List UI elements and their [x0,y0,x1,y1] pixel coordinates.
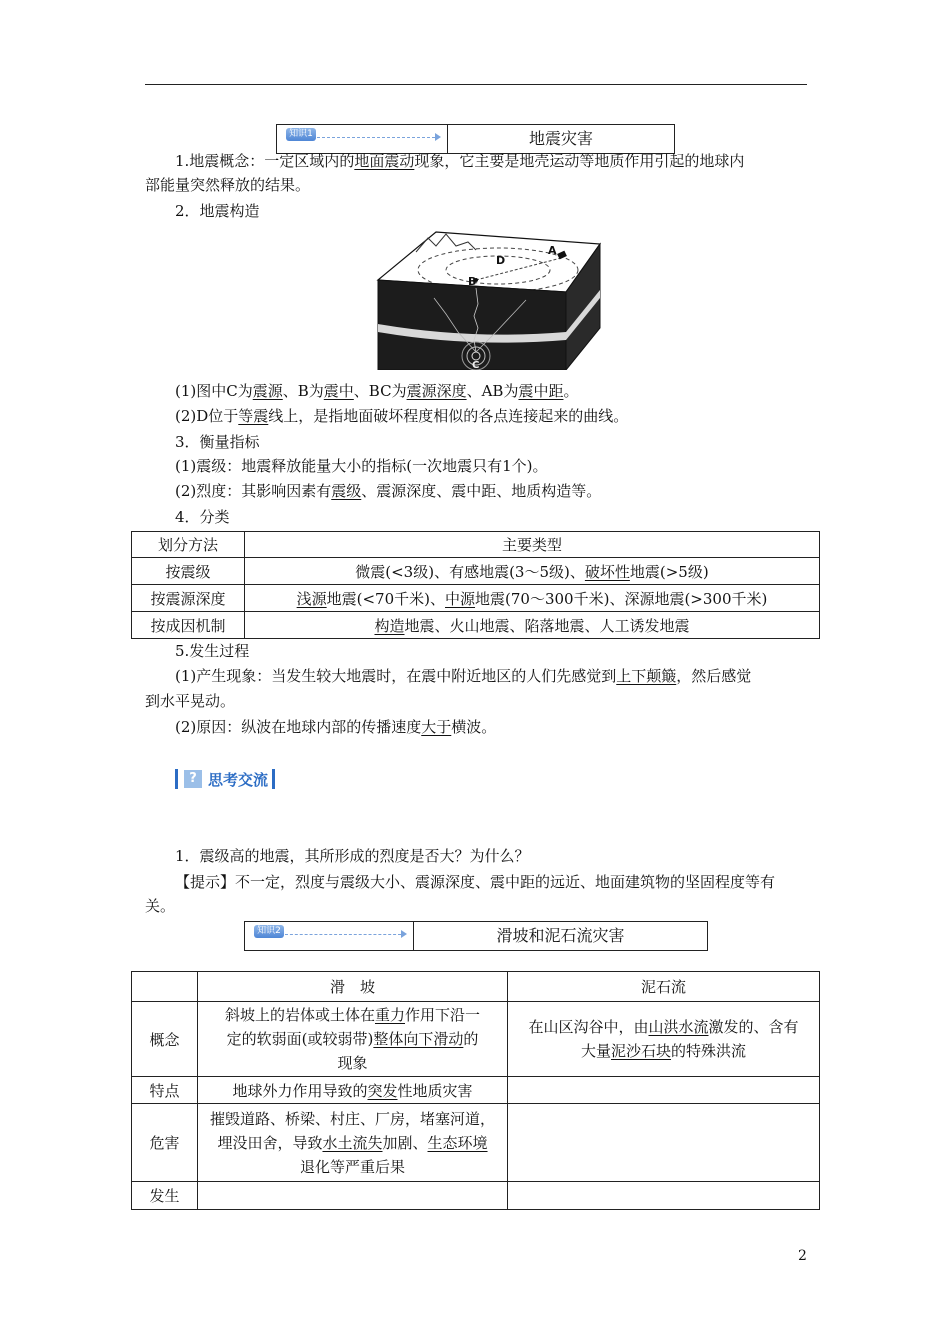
header-rule [145,84,807,85]
think-exchange-banner [175,767,275,791]
table-header [132,972,198,1002]
arrowhead-icon [435,133,441,141]
knowledge-tag-badge: 知识2 [254,925,284,938]
paragraph-cause: (2)原因：纵波在地球内部的传播速度大于横波。 [175,718,497,736]
bar-icon [272,769,275,789]
section-tag [277,125,448,153]
table-row: 特点 地球外力作用导致的突发性地质灾害 [132,1077,820,1104]
paragraph-focus: (1)图中C为震源、B为震中、BC为震源深度、AB为震中距。 [175,382,579,400]
earthquake-structure-diagram [376,228,602,370]
knowledge-tag-badge: 知识1 [286,128,316,141]
section-tag [245,922,414,950]
table-header: 主要类型 [245,532,820,558]
paragraph-concept: 1.地震概念：一定区域内的地面震动现象，它主要是地壳运动等地质作用引起的地球内 [175,152,745,170]
label-a: A [548,244,557,257]
question-1: 1．震级高的地震，其所形成的烈度是否大？为什么？ [175,847,530,865]
table-header: 滑 坡 [198,972,508,1002]
paragraph-phenomenon-cont: 到水平晃动。 [145,692,236,710]
label-c: C [472,360,480,370]
section-title: 滑坡和泥石流灾害 [496,926,625,945]
page-number: 2 [798,1248,807,1264]
classification-table [131,531,820,639]
question-icon: ? [184,770,202,788]
table-row: 发生 [132,1182,820,1210]
label-d: D [496,254,506,267]
arrow-icon [317,137,435,138]
table-row: 按震级 微震(<3级)、有感地震(3～5级)、破坏性地震(>5级) [132,558,820,585]
paragraph-isoseismal: (2)D位于等震线上，是指地面破坏程度相似的各点连接起来的曲线。 [175,407,629,425]
label-b: B [468,275,477,288]
hint-text: 【提示】不一定，烈度与震级大小、震源深度、震中距的远近、地面建筑物的坚固程度等有 [175,873,776,891]
table-header: 泥石流 [508,972,820,1002]
section-header-2 [244,921,708,951]
hint-text-cont: 关。 [145,897,176,915]
paragraph-intensity: (2)烈度：其影响因素有震级、震源深度、震中距、地质构造等。 [175,482,602,500]
think-label: 思考交流 [208,770,269,789]
section-title: 地震灾害 [528,129,593,148]
heading-classification: 4．分类 [175,508,230,526]
heading-structure: 2．地震构造 [175,202,260,220]
paragraph-magnitude: (1)震级：地震释放能量大小的指标(一次地震只有1个)。 [175,457,548,475]
table-row: 概念 斜坡上的岩体或土体在重力作用下沿一 定的软弱面(或较弱带)整体向下滑动的 现象 在山区沟谷中，由山洪水流激发的、含有 大量泥沙石块的特殊洪流 [132,1002,820,1077]
arrow-icon [285,934,401,935]
heading-measures: 3．衡量指标 [175,433,260,451]
table-row: 危害 摧毁道路、桥梁、村庄、厂房，堵塞河道， 埋没田舍，导致水土流失加剧、生态环境 退化等严重后果 [132,1104,820,1182]
paragraph-concept-cont: 部能量突然释放的结果。 [145,176,311,194]
landslide-debris-table [131,971,820,1210]
table-row: 按成因机制 构造地震、火山地震、陷落地震、人工诱发地震 [132,612,820,639]
bar-icon [175,769,178,789]
heading-process: 5.发生过程 [175,642,250,660]
table-row: 按震源深度 浅源地震(<70千米)、中源地震(70～300千米)、深源地震(>300千米) [132,585,820,612]
table-header: 划分方法 [132,532,245,558]
paragraph-phenomenon: (1)产生现象：当发生较大地震时，在震中附近地区的人们先感觉到上下颠簸，然后感觉 [175,667,752,685]
arrowhead-icon [401,930,407,938]
